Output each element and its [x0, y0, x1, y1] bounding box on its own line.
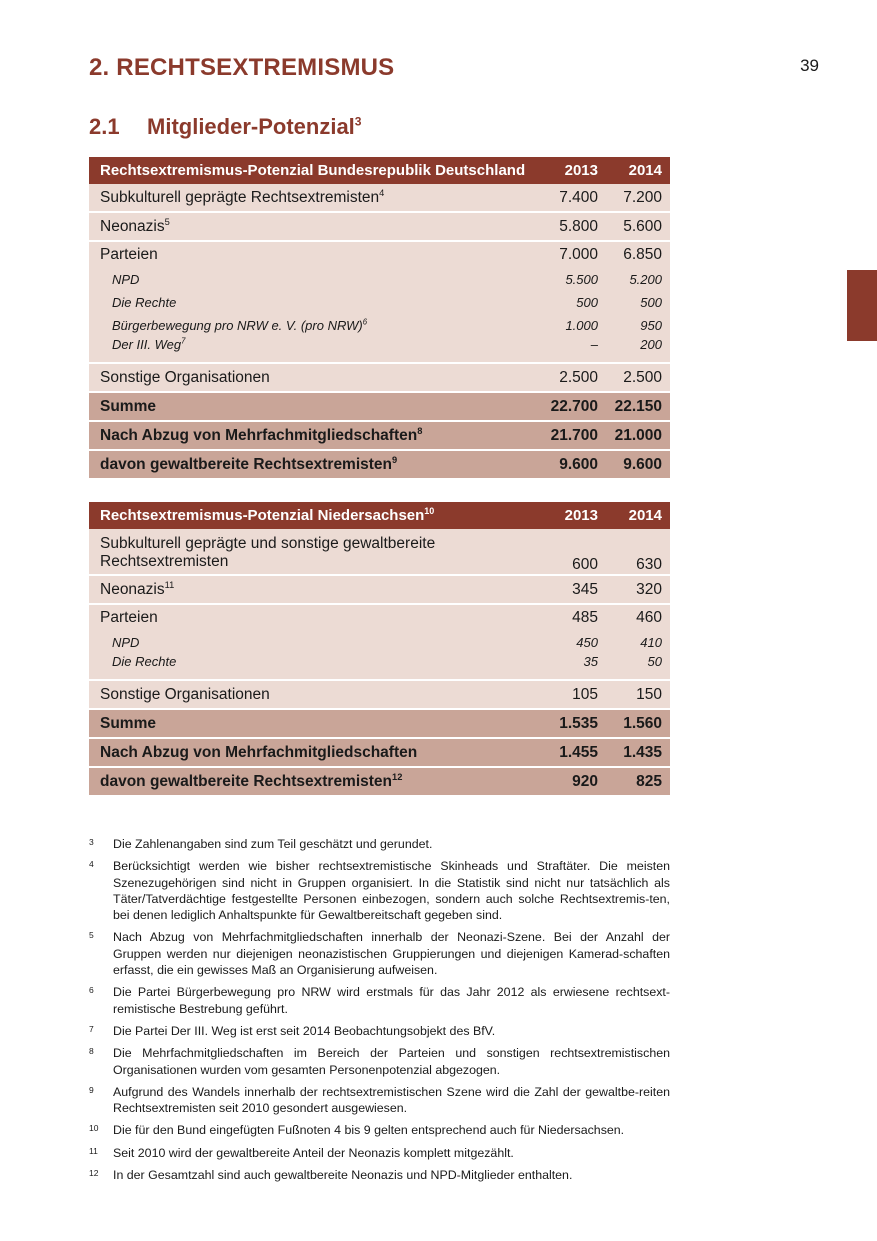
- row-label: Nach Abzug von Mehrfachmitgliedschaften$^8$: [89, 421, 546, 450]
- header-year-2013: 2013: [546, 502, 606, 529]
- value-2013: 485: [546, 604, 606, 631]
- value-2013: 105: [546, 680, 606, 709]
- row-label: Sonstige Organisationen: [89, 680, 546, 709]
- row-label: Parteien: [89, 604, 546, 631]
- footnote: [89, 984, 670, 1017]
- value-2013: –: [546, 337, 606, 363]
- value-2013: 2.500: [546, 363, 606, 392]
- table-row: [89, 392, 670, 421]
- value-2013: 21.700: [546, 421, 606, 450]
- footnote-number: 9: [89, 1084, 94, 1095]
- chapter-title: 2. RECHTSEXTREMISMUS: [89, 54, 395, 81]
- header-label: Rechtsextremismus-Potenzial Niedersachsen$^{10}$: [89, 502, 546, 529]
- row-label: Bürgerbewegung pro NRW e. V. (pro NRW)$^6$: [89, 314, 546, 337]
- header-year-2013: 2013: [546, 157, 606, 184]
- value-2013: 9.600: [546, 450, 606, 479]
- value-2014: 950: [606, 314, 670, 337]
- footnote-ref[interactable]: 10: [424, 506, 435, 516]
- value-2013: 1.535: [546, 709, 606, 738]
- value-2014: 460: [606, 604, 670, 631]
- footnote-text: In der Gesamtzahl sind auch gewaltbereite Neonazis und NPD-Mitglieder enthalten.: [113, 1168, 573, 1183]
- table-bund: [89, 157, 670, 480]
- row-label: Die Rechte: [89, 654, 546, 680]
- footnote-ref[interactable]: 8: [417, 425, 423, 436]
- footnote-number: 11: [89, 1145, 98, 1156]
- value-2014: 410: [606, 631, 670, 654]
- row-label: davon gewaltbereite Rechtsextremisten$^9$: [89, 450, 546, 479]
- table-row: [89, 421, 670, 450]
- row-label: NPD: [89, 268, 546, 291]
- footnote: [89, 1084, 670, 1117]
- footnote-text: Berücksichtigt werden wie bisher rechtsextremistische Skinheads und Straftäter. Die meisten Szenezugehörigen sind nicht in Gruppen organisiert. In die Statistik sind nicht nur tatsächlich als Täter/Tatverdächtige festgestellte Personen einbezogen, sondern auch solche Rechtsextremis-ten, bei denen lediglich Anhaltspunkte für Gewaltbereitschaft gegeben sind.: [113, 859, 670, 923]
- value-2013: 450: [546, 631, 606, 654]
- table-row: [89, 529, 670, 575]
- footnote-ref[interactable]: 3: [354, 114, 362, 129]
- table-row: [89, 241, 670, 268]
- header-label: Rechtsextremismus-Potenzial Bundesrepublik Deutschland: [89, 157, 546, 184]
- footnote: [89, 1145, 670, 1161]
- footnote-number: 4: [89, 859, 94, 870]
- table-subrow: [89, 337, 670, 363]
- value-2013: 7.000: [546, 241, 606, 268]
- footnote-text: Aufgrund des Wandels innerhalb der rechtsextremistischen Szene wird die Zahl der gewaltbe-reiten Rechtsextremisten seit 2010 gesondert ausgewiesen.: [113, 1084, 670, 1116]
- value-2014: 1.435: [606, 738, 670, 767]
- row-label: Summe: [89, 392, 546, 421]
- footnote-ref[interactable]: 5: [164, 216, 170, 227]
- footnote-number: 5: [89, 930, 94, 941]
- footnote-text: Die Partei Der III. Weg ist erst seit 2014 Beobachtungsobjekt des BfV.: [113, 1023, 496, 1038]
- row-label: Parteien: [89, 241, 546, 268]
- row-label: Der III. Weg$^7$: [89, 337, 546, 363]
- value-2014: 6.850: [606, 241, 670, 268]
- footnote-ref[interactable]: 4: [379, 187, 385, 198]
- footnote: [89, 929, 670, 978]
- footnote-ref[interactable]: 6: [362, 317, 368, 327]
- footnote: [89, 1045, 670, 1078]
- table-row: [89, 767, 670, 796]
- table-subrow: [89, 631, 670, 654]
- footnote-number: 3: [89, 837, 94, 847]
- value-2014: 825: [606, 767, 670, 796]
- footnote-text: Seit 2010 wird der gewaltbereite Anteil der Neonazis komplett mitgezählt.: [113, 1145, 514, 1160]
- footnote-ref[interactable]: 11: [164, 579, 175, 590]
- value-2014: 200: [606, 337, 670, 363]
- row-label: Sonstige Organisationen: [89, 363, 546, 392]
- value-2014: 9.600: [606, 450, 670, 479]
- footnote-number: 12: [89, 1168, 99, 1179]
- footnote: [89, 836, 670, 852]
- row-label: Subkulturell geprägte Rechtsextremisten$^4$: [89, 184, 546, 212]
- value-2013: 7.400: [546, 184, 606, 212]
- footnote-text: Die Partei Bürgerbewegung pro NRW wird erstmals für das Jahr 2012 als erwiesene rechtsext-remistische Bestrebung geführt.: [113, 985, 670, 1016]
- row-label: Die Rechte: [89, 291, 546, 314]
- header-year-2014: 2014: [606, 157, 670, 184]
- footnote: [89, 1167, 670, 1183]
- footnote: [89, 1122, 670, 1138]
- value-2014: 7.200: [606, 184, 670, 212]
- value-2014: 22.150: [606, 392, 670, 421]
- table-row: [89, 363, 670, 392]
- section-title: [89, 114, 362, 140]
- value-2013: 500: [546, 291, 606, 314]
- footnote-text: Die für den Bund eingefügten Fußnoten 4 bis 9 gelten entsprechend auch für Niedersachsen.: [113, 1123, 625, 1138]
- table-row: [89, 604, 670, 631]
- value-2014: 630: [606, 529, 670, 575]
- section-title-text: Mitglieder-Potenzial: [147, 114, 355, 139]
- header-year-2014: 2014: [606, 502, 670, 529]
- value-2013: 600: [546, 529, 606, 575]
- footnote-ref[interactable]: 7: [181, 336, 186, 346]
- footnotes: [89, 836, 670, 1189]
- footnote: [89, 1023, 670, 1039]
- table-row: [89, 184, 670, 212]
- value-2013: 1.455: [546, 738, 606, 767]
- footnote-number: 7: [89, 1023, 94, 1034]
- row-label: Neonazis$^{11}$: [89, 575, 546, 604]
- row-label: Summe: [89, 709, 546, 738]
- value-2013: 1.000: [546, 314, 606, 337]
- table-header: [89, 157, 670, 184]
- value-2013: 920: [546, 767, 606, 796]
- value-2014: 320: [606, 575, 670, 604]
- value-2014: 50: [606, 654, 670, 680]
- table-subrow: [89, 654, 670, 680]
- footnote-text: Nach Abzug von Mehrfachmitgliedschaften innerhalb der Neonazi-Szene. Bei der Anzahl der Gruppen werden nur diejenigen neonazistischen Gruppierungen und diejenigen Kamerad-schaften erfasst, die ein gewisses Maß an Organisierung aufweisen.: [113, 930, 670, 978]
- value-2014: 500: [606, 291, 670, 314]
- footnote: [89, 858, 670, 923]
- table-header: [89, 502, 670, 529]
- table-niedersachsen: [89, 502, 670, 797]
- table-subrow: [89, 291, 670, 314]
- value-2014: 2.500: [606, 363, 670, 392]
- value-2014: 150: [606, 680, 670, 709]
- value-2013: 345: [546, 575, 606, 604]
- value-2014: 5.600: [606, 212, 670, 241]
- value-2014: 1.560: [606, 709, 670, 738]
- row-label: NPD: [89, 631, 546, 654]
- table-subrow: [89, 268, 670, 291]
- table-row: [89, 212, 670, 241]
- table-row: [89, 450, 670, 479]
- table-subrow: [89, 314, 670, 337]
- footnote-text: Die Zahlenangaben sind zum Teil geschätzt und gerundet.: [113, 837, 433, 851]
- row-label: Nach Abzug von Mehrfachmitgliedschaften: [89, 738, 546, 767]
- row-label: Subkulturell geprägte und sonstige gewaltbereite Rechtsextremisten: [89, 529, 546, 575]
- value-2014: 21.000: [606, 421, 670, 450]
- footnote-number: 6: [89, 985, 94, 996]
- footnote-number: 10: [89, 1123, 99, 1134]
- table-row: [89, 575, 670, 604]
- table-row: [89, 738, 670, 767]
- table-row: [89, 709, 670, 738]
- table-row: [89, 680, 670, 709]
- footnote-ref[interactable]: 12: [392, 771, 403, 782]
- value-2013: 5.500: [546, 268, 606, 291]
- footnote-ref[interactable]: 9: [392, 454, 398, 465]
- chapter-tab-marker: [847, 270, 877, 341]
- value-2014: 5.200: [606, 268, 670, 291]
- value-2013: 35: [546, 654, 606, 680]
- page-number: 39: [800, 56, 819, 75]
- footnote-number: 8: [89, 1046, 94, 1057]
- section-number: 2.1: [89, 114, 120, 139]
- row-label: Neonazis$^5$: [89, 212, 546, 241]
- row-label: davon gewaltbereite Rechtsextremisten$^{12}$: [89, 767, 546, 796]
- footnote-text: Die Mehrfachmitgliedschaften im Bereich der Parteien und sonstigen rechtsextremistischen Organisationen wurden vom gesamten Personenpotenzial abgezogen.: [113, 1046, 670, 1077]
- value-2013: 5.800: [546, 212, 606, 241]
- value-2013: 22.700: [546, 392, 606, 421]
